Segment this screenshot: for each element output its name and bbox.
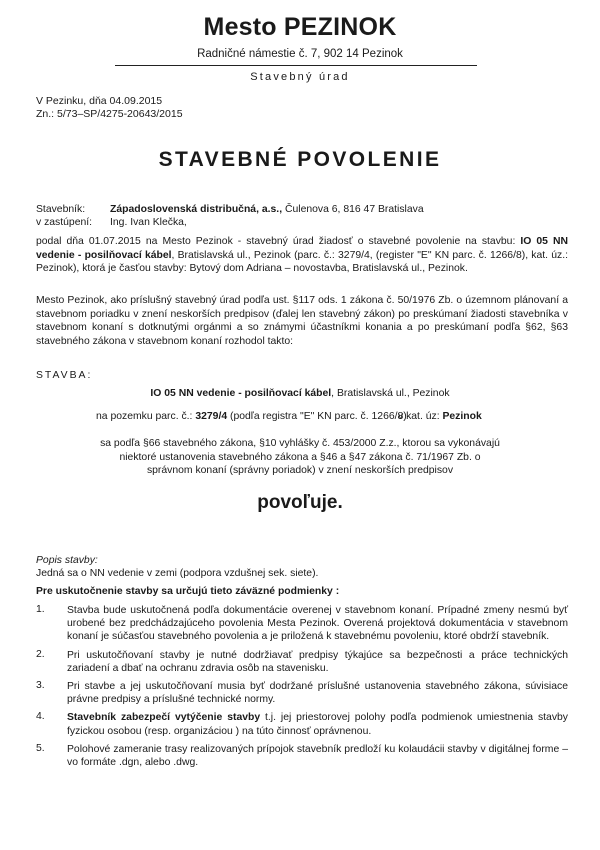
condition-number: 1. — [36, 604, 45, 615]
description-text: Jedná sa o NN vedenie v zemi (podpora vzdušnej sek. siete). — [36, 568, 319, 579]
applicant-label: Stavebník: — [36, 204, 86, 215]
office-name: Stavebný úrad — [250, 71, 350, 83]
applicant-name: Západoslovenská distribučná, a.s., — [110, 204, 283, 215]
condition-text: Pri uskutočňovaní stavby je nutné dodržiavať predpisy týkajúce sa bezpečnosti a práce technických zariadení a dbať na ochranu zdravia osôb na stavenisku. — [67, 649, 568, 674]
decision-paragraph: Mesto Pezinok, ako príslušný stavebný úrad podľa ust. §117 ods. 1 zákona č. 50/1976 Zb. o územnom plánovaní a stavebnom poriadku v znení neskorších predpisov (ďalej len stavebný zákon) po preskúmaní žiadosti stavebníka v stavebnom konaní s dotknutými orgánmi a so známymi účastníkmi konania a po preskúmaní podľa §62, §63 stavebného zákona v stavebnom konaní rozhodol takto: — [36, 295, 568, 347]
applicant-address: Čulenova 6, 816 47 Bratislava — [284, 204, 424, 215]
condition-emphasis: Stavebník zabezpečí vytýčenie stavby — [67, 712, 261, 724]
condition-item — [36, 743, 568, 769]
conditions-heading: Pre uskutočnenie stavby sa určujú tieto záväzné podmienky : — [36, 586, 340, 597]
condition-text: Stavba bude uskutočnená podľa dokumentácie overenej v stavebnom konaní. Prípadné zmeny nesmú byť urobené bez predchádzajúceho povolenia Mesta Pezinok. Overená projektová dokumentácia v stavebnom konaní je súčasťou stavebného povolenia a je priložená k stavebnému povoleniu, ktoré obdrží stavebník. — [67, 605, 568, 643]
condition-rest: t.j. jej priestorovej polohy podľa podmienok umiestnenia stavby fyzickou osobou (resp. organizáciou ) na túto činnosť oprávnenou. — [67, 712, 568, 737]
cadastral-line — [398, 410, 482, 424]
parcel-number: 3279/4 — [195, 411, 228, 422]
stavba-label: STAVBA: — [36, 370, 93, 381]
condition-number: 2. — [36, 648, 45, 660]
condition-item — [36, 604, 568, 644]
condition-text: Polohové zameranie trasy realizovaných prípojok stavebník predloží ku kolaudácii stavby v digitálnej forme – vo formáte .dgn, alebo .dwg. — [67, 743, 568, 769]
parcel-line — [96, 410, 407, 424]
applicant-line — [110, 203, 580, 217]
conditions-list — [36, 604, 568, 774]
representative-name: Ing. Ivan Klečka, — [110, 217, 187, 228]
condition-number: 5. — [36, 742, 45, 754]
place-date: V Pezinku, dňa 04.09.2015 — [36, 95, 163, 107]
condition-item — [36, 711, 568, 737]
legal-basis: sa podľa §66 stavebného zákona, §10 vyhlášky č. 453/2000 Z.z., ktorou sa vykonávajú niektoré ustanovenia stavebného zákona a §46 a §47 zákona č. 71/1967 Zb. o správnom konaní (správny poriadok) v znení neskorších predpisov — [100, 438, 500, 477]
stavba-location: , Bratislavská ul., Pezinok — [331, 388, 450, 399]
city-title: Mesto PEZINOK — [203, 13, 397, 41]
reference-number: Zn.: 5/73–SP/4275-20643/2015 — [36, 108, 183, 120]
condition-item — [36, 680, 568, 706]
application-project-name: IO 05 NN vedenie - posilňovací kábel — [36, 236, 568, 261]
condition-text: Pri stavbe a jej uskutočňovaní musia byť dodržané príslušné ustanovenia stavebného zákona, súvisiace právne predpisy a príslušné technické normy. — [67, 681, 568, 706]
parcel-register: (podľa registra "E" KN parc. č. 1266/8) — [227, 411, 407, 422]
cadastral-prefix: v kat. úz: — [398, 411, 443, 422]
representative-label: v zastúpení: — [36, 217, 93, 228]
application-text-end: , Bratislavská ul., Pezinok (parc. č.: 3279/4, (register "E" KN parc. č. 1266/8), kat. úz.: Pezinok), ktorá je časťou stavby: Bytový dom Adriana – novostavba, Bratislavská ul., Pezinok. — [36, 249, 568, 275]
document-title: STAVEBNÉ POVOLENIE — [158, 148, 442, 171]
stavba-line — [0, 387, 600, 401]
condition-text — [67, 711, 568, 737]
application-paragraph — [36, 235, 568, 276]
condition-number: 4. — [36, 711, 45, 723]
description-label: Popis stavby: — [36, 555, 98, 566]
application-text-start: podal dňa 01.07.2015 na Mesto Pezinok - stavebný úrad žiadosť o stavebné povolenie na stavbu: — [36, 236, 521, 247]
condition-item — [36, 649, 568, 675]
cadastral-area: Pezinok — [442, 411, 482, 422]
stavba-name: IO 05 NN vedenie - posilňovací kábel — [150, 388, 332, 399]
header-divider — [115, 65, 477, 66]
parcel-prefix: na pozemku parc. č.: — [96, 411, 196, 422]
office-address: Radničné námestie č. 7, 902 14 Pezinok — [197, 48, 403, 60]
condition-number: 3. — [36, 680, 45, 692]
decision-verb: povoľuje. — [257, 492, 343, 513]
